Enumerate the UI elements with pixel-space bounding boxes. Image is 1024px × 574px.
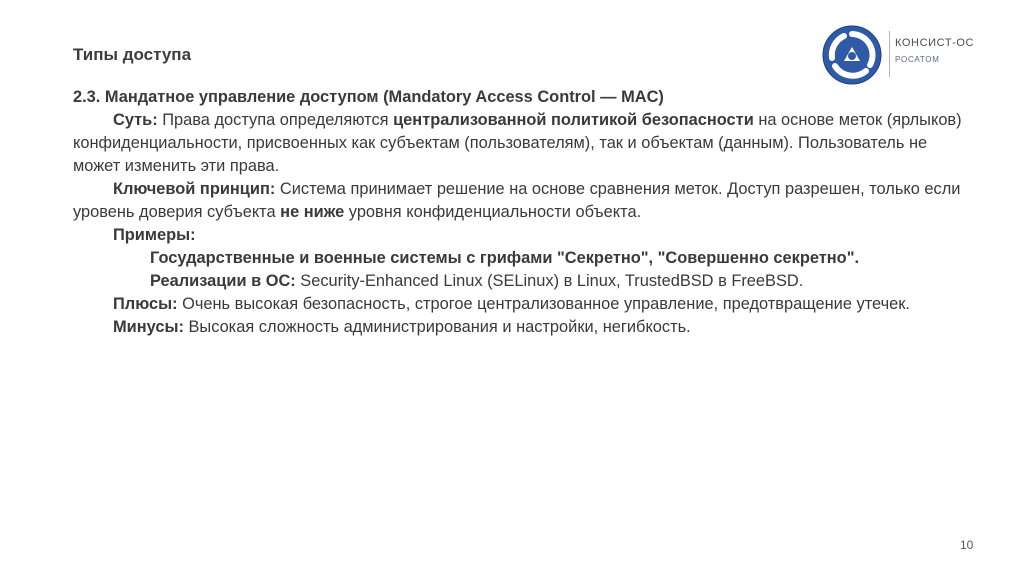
slide-content	[73, 86, 973, 339]
example-item-gov: Государственные и военные системы с грифами "Секретно", "Совершенно секретно".	[150, 249, 860, 267]
rosatom-emblem-icon	[822, 25, 882, 85]
os-text: Security-Enhanced Linux (SELinux) в Linux, TrustedBSD в FreeBSD.	[295, 272, 804, 290]
examples-label: Примеры:	[113, 226, 196, 244]
principle-bold: не ниже	[280, 203, 345, 221]
essence-label: Суть:	[113, 111, 158, 129]
section-heading: 2.3. Мандатное управление доступом (Mandatory Access Control — MAC)	[73, 88, 664, 106]
pros-label: Плюсы:	[113, 295, 178, 313]
principle-text-2: уровня конфиденциальности объекта.	[344, 203, 642, 221]
pros-paragraph	[73, 293, 973, 316]
principle-label: Ключевой принцип:	[113, 180, 276, 198]
cons-label: Минусы:	[113, 318, 184, 336]
os-label: Реализации в ОС:	[150, 272, 296, 290]
principle-text-1: Система принимает решение на основе сравнения меток. Доступ разрешен, только если уровень доверия субъекта	[73, 180, 961, 221]
slide-title: Типы доступа	[73, 45, 192, 64]
cons-text: Высокая сложность администрирования и настройки, негибкость.	[183, 318, 691, 336]
logo-title: КОНСИСТ-ОС	[895, 37, 975, 49]
essence-text-2: на основе меток (ярлыков) конфиденциальности, присвоенных как субъектам (пользователям), так и объектам (данным). Пользователь не может изменить эти права.	[73, 111, 962, 175]
logo-divider	[889, 31, 890, 77]
essence-bold: централизованной политикой безопасности	[393, 111, 754, 129]
example-item-os	[73, 270, 973, 293]
page-number: 10	[960, 538, 974, 552]
essence-text-1: Права доступа определяются	[157, 111, 394, 129]
pros-text: Очень высокая безопасность, строгое централизованное управление, предотвращение утечек.	[177, 295, 910, 313]
logo-subtitle: РОСАТОМ	[895, 55, 940, 64]
essence-paragraph	[73, 109, 973, 178]
company-logo	[822, 25, 975, 85]
principle-paragraph	[73, 178, 973, 224]
cons-paragraph	[73, 316, 973, 339]
